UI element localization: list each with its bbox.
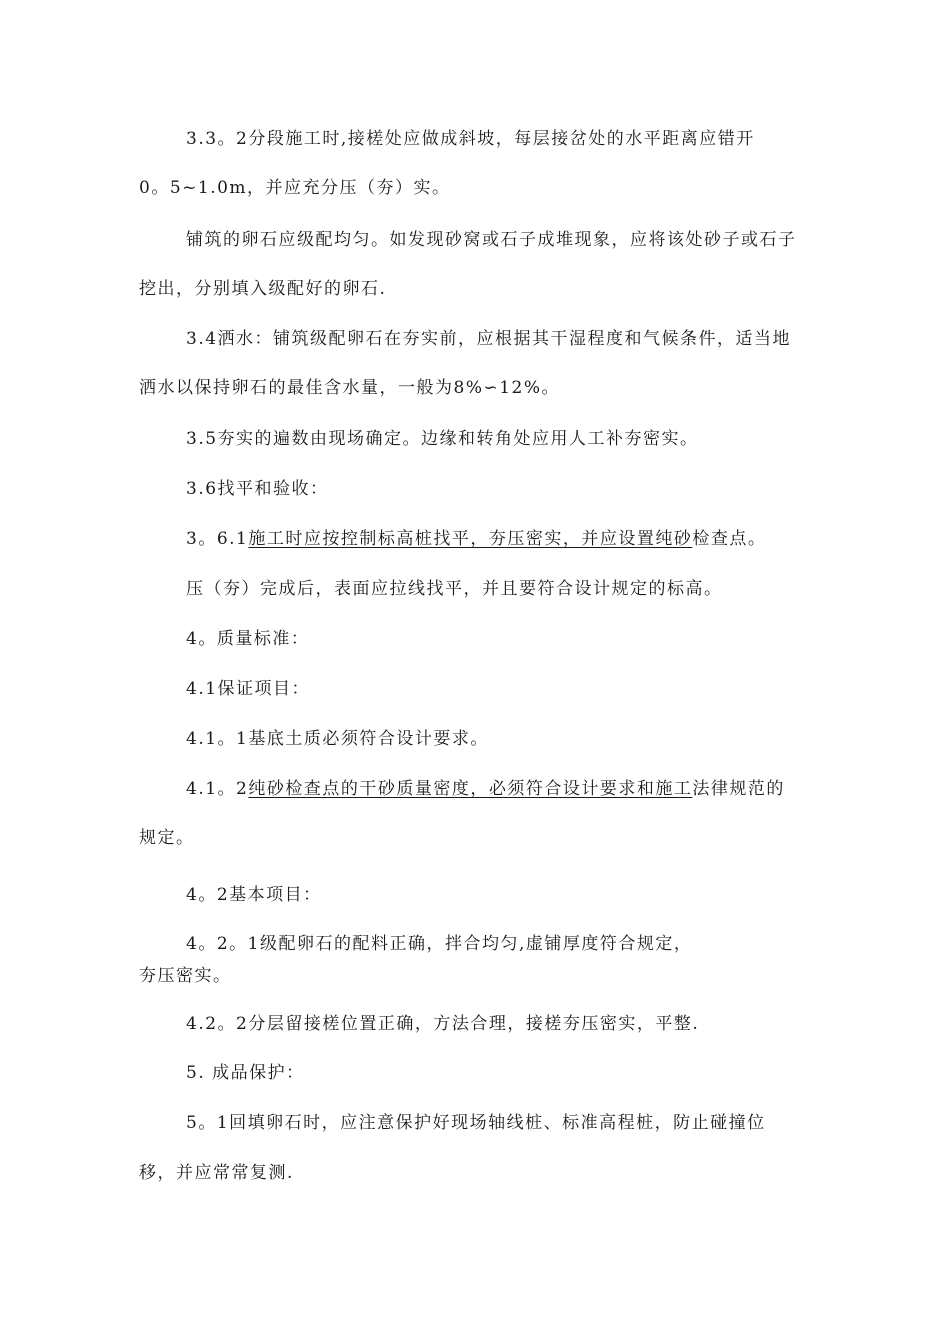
paragraph-line: 挖出，分别填入级配好的卵石. — [139, 279, 387, 299]
clause-text: 检查点。 — [692, 529, 767, 549]
paragraph-line: 压（夯）完成后，表面应拉线找平，并且要符合设计规定的标高。 — [186, 579, 723, 599]
clause-number: 3。6.1 — [186, 529, 249, 549]
paragraph-line: 3.5夯实的遍数由现场确定。边缘和转角处应用人工补夯密实。 — [186, 429, 699, 449]
paragraph-line: 移，并应常常复测. — [139, 1163, 294, 1183]
paragraph-line: 4。2。1级配卵石的配料正确，拌合均匀,虚铺厚度符合规定， — [186, 934, 693, 954]
paragraph-line: 5。1回填卵石时，应注意保护好现场轴线桩、标准高程桩，防止碰撞位 — [186, 1113, 766, 1133]
section-heading: 5. 成品保护： — [186, 1063, 305, 1083]
section-heading: 4。2基本项目： — [186, 885, 322, 905]
paragraph-line: 3.4洒水：铺筑级配卵石在夯实前，应根据其干湿程度和气候条件，适当地 — [186, 329, 792, 349]
paragraph-line: 洒水以保持卵石的最佳含水量，一般为8%∽12%。 — [139, 378, 560, 398]
underlined-text: 纯砂检查点的干砂质量密度，必须符合设计要求和施工 — [248, 779, 693, 799]
paragraph-line: 4.2。2分层留接槎位置正确，方法合理，接槎夯压密实，平整. — [186, 1014, 700, 1034]
paragraph-line: 规定。 — [139, 828, 195, 848]
section-heading: 4。质量标准： — [186, 629, 310, 649]
clause-number: 4.1。2 — [186, 779, 249, 799]
paragraph-line: 3.3。2分段施工时,接槎处应做成斜坡，每层接岔处的水平距离应错开 — [186, 129, 755, 149]
underlined-text: 施工时应按控制标高桩找平，夯压密实，并应设置纯砂 — [248, 529, 693, 549]
paragraph-line — [186, 777, 785, 801]
clause-text: 法律规范的 — [692, 779, 785, 799]
paragraph-line: 0。5~1.0m，并应充分压（夯）实。 — [139, 178, 451, 198]
paragraph-line: 铺筑的卵石应级配均匀。如发现砂窝或石子成堆现象，应将该处砂子或石子 — [186, 230, 797, 250]
paragraph-line: 夯压密实。 — [139, 966, 232, 986]
paragraph-line — [186, 527, 766, 551]
section-heading: 4.1保证项目： — [186, 679, 311, 699]
paragraph-line: 4.1。1基底土质必须符合设计要求。 — [186, 729, 489, 749]
section-heading: 3.6找平和验收： — [186, 479, 329, 499]
